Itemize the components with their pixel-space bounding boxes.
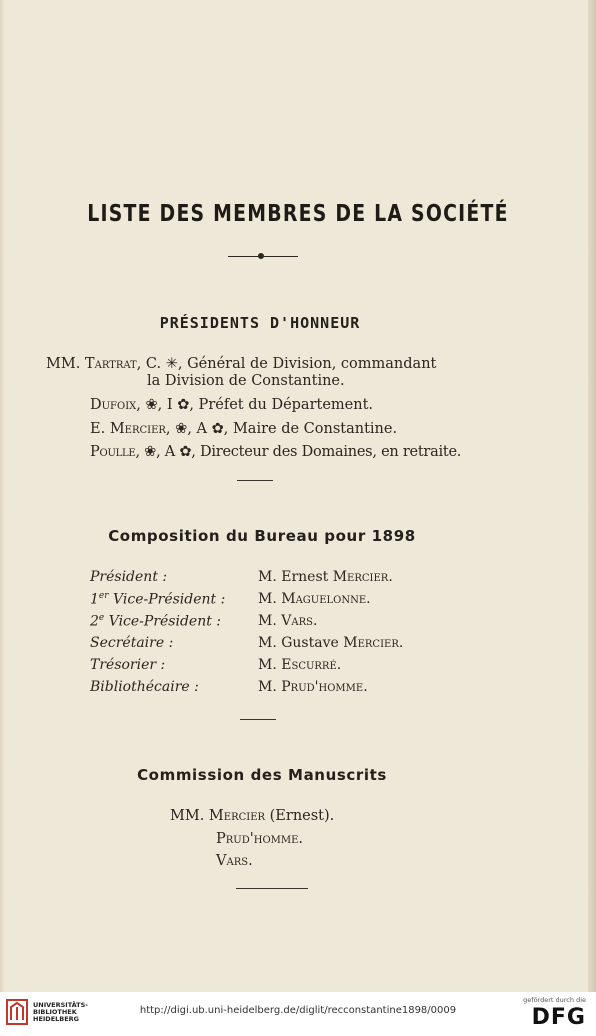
section-divider-2 <box>240 719 276 720</box>
section-divider-1 <box>237 480 273 481</box>
presidents-line-1 <box>46 356 436 372</box>
section-divider-3 <box>236 888 308 889</box>
permalink-url[interactable]: http://digi.ub.uni-heidelberg.de/diglit/recconstantine1898/0009 <box>139 1005 457 1016</box>
manuscrits-details-mercier: (Ernest). <box>265 808 335 824</box>
presidents-line-4 <box>90 444 461 460</box>
bureau-role-tresorier: Trésorier : <box>90 657 166 673</box>
bureau-heading: Composition du Bureau pour 1898 <box>108 527 416 545</box>
bureau-member-bibliothecaire: M. Prud'homme. <box>258 679 368 695</box>
manuscrits-name-vars: Vars <box>216 853 249 869</box>
dfg-logo: DFG <box>531 1005 586 1030</box>
presidents-line-1-cont: la Division de Constantine. <box>147 373 345 389</box>
footer-bar <box>0 992 596 1036</box>
manuscrits-name-mercier: Mercier <box>208 808 266 824</box>
bureau-member-vice-1: M. Maguelonne. <box>258 591 371 607</box>
bureau-member-vice-2: M. Vars. <box>258 613 318 629</box>
presidents-heading: PRÉSIDENTS D'HONNEUR <box>159 314 361 332</box>
president-details-tartrat: , C. ✳, Général de Division, commandant <box>136 356 437 372</box>
bureau-role-bibliothecaire: Bibliothécaire : <box>90 679 199 695</box>
president-name-poulle: Poulle <box>90 444 136 460</box>
page-title: LISTE DES MEMBRES DE LA SOCIÉTÉ <box>87 201 509 227</box>
manuscrits-mm: MM. <box>170 808 205 824</box>
library-name: UNIVERSITÄTS- BIBLIOTHEK HEIDELBERG <box>33 1001 88 1023</box>
manuscrits-line-2: Prud'homme. <box>216 831 304 847</box>
president-details-dufoix: , ❀, I ✿, Préfet du Département. <box>136 397 374 413</box>
manuscrits-name-prudhomme: Prud'homme <box>216 831 299 847</box>
president-details-poulle: , ❀, A ✿, Directeur des Domaines, en retraite. <box>135 444 462 460</box>
page-left-edge <box>0 0 5 992</box>
presidents-line-2 <box>90 397 373 413</box>
bureau-member-president: M. Ernest Mercier. <box>258 569 393 585</box>
manuscrits-line-1 <box>170 808 334 824</box>
bureau-role-secretaire: Secrétaire : <box>90 635 174 651</box>
bureau-member-secretaire: M. Gustave Mercier. <box>258 635 404 651</box>
bureau-role-vice-1: 1er Vice-Président : <box>90 591 226 608</box>
president-name-mercier: Mercier <box>109 421 166 437</box>
funding-note: gefördert durch die <box>523 996 586 1004</box>
bureau-member-tresorier: M. Escurré. <box>258 657 342 673</box>
president-details-mercier: , ❀, A ✿, Maire de Constantine. <box>165 421 398 437</box>
president-initial-mercier: E. <box>90 421 110 437</box>
presidents-line-3 <box>90 421 397 437</box>
bureau-role-vice-2: 2e Vice-Président : <box>90 613 222 630</box>
president-name-tartrat: Tartrat <box>84 356 137 372</box>
bureau-role-president: Président : <box>90 569 168 585</box>
page-right-edge <box>588 0 596 992</box>
president-name-dufoix: Dufoix <box>90 397 137 413</box>
manuscrits-line-3: Vars. <box>216 853 253 869</box>
presidents-mm: MM. <box>46 356 81 372</box>
manuscrits-heading: Commission des Manuscrits <box>137 766 387 784</box>
